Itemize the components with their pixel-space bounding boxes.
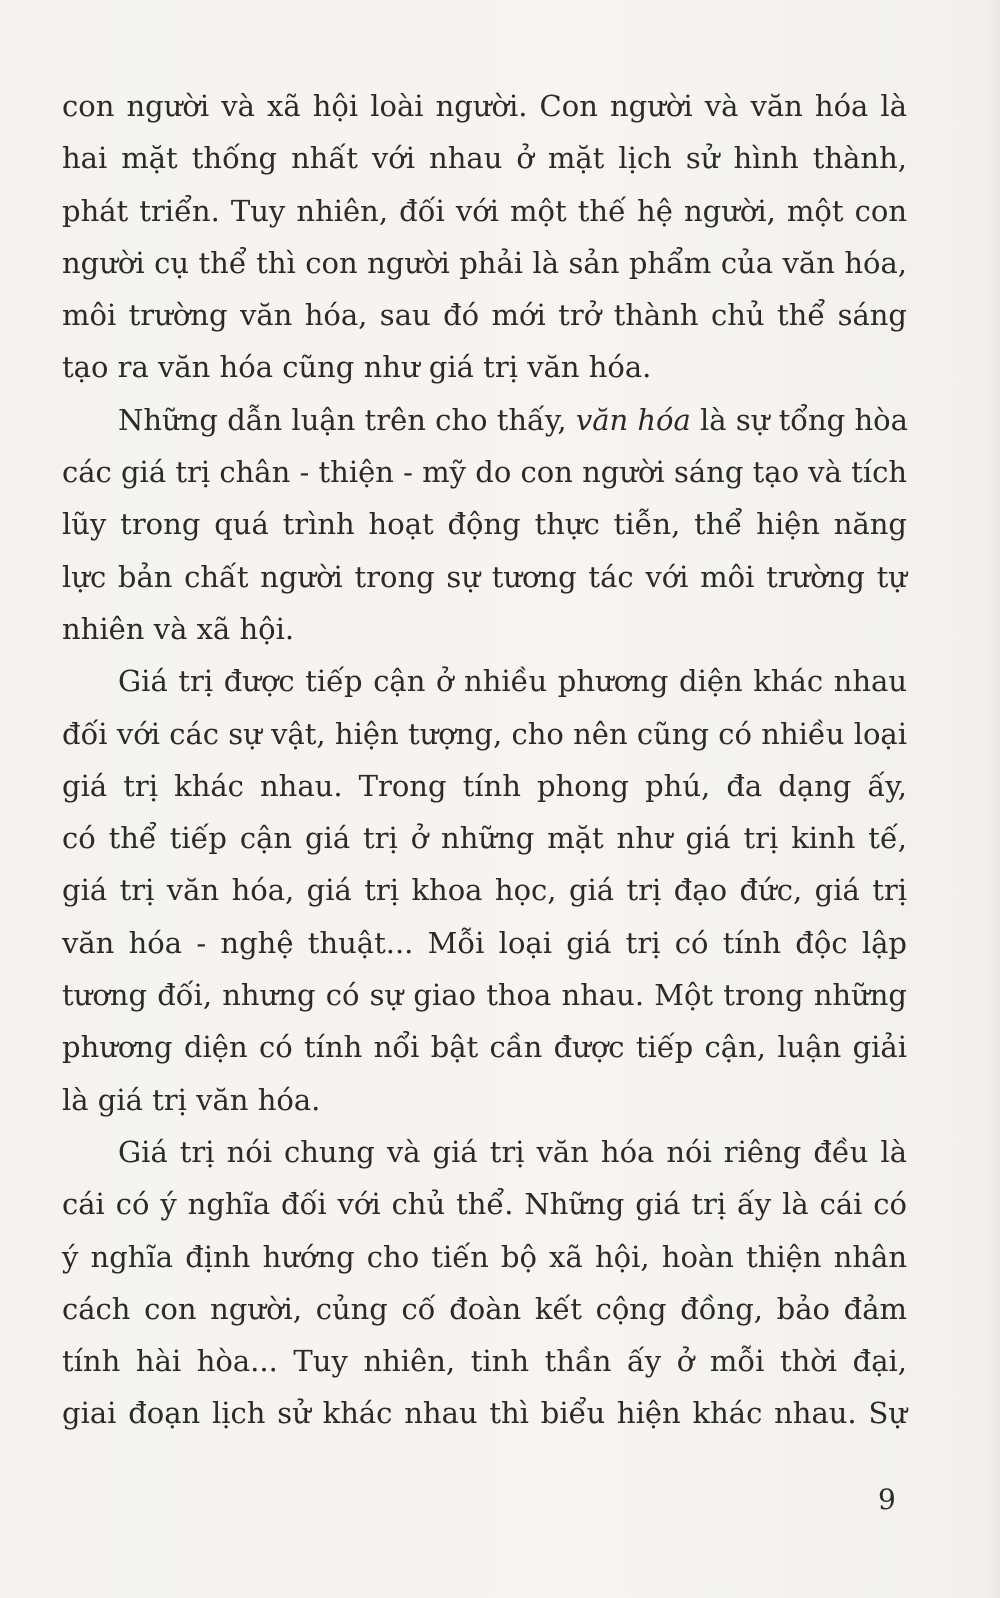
text-line: con người và xã hội loài người. Con người và văn hóa là	[62, 89, 907, 123]
paragraph-last-line: nhiên và xã hội.	[62, 611, 295, 646]
text-line: môi trường văn hóa, sau đó mới trở thành chủ thể sáng	[62, 298, 907, 333]
page-number: 9	[878, 1483, 896, 1516]
text-line: ý nghĩa định hướng cho tiến bộ xã hội, hoàn thiện nhân	[62, 1239, 907, 1274]
paragraph-first-line	[62, 394, 907, 446]
text-line: lực bản chất người trong sự tương tác với môi trường tự	[62, 559, 907, 594]
text-line: các giá trị chân - thiện - mỹ do con người sáng tạo và tích	[62, 455, 907, 490]
text-line: cái có ý nghĩa đối với chủ thể. Những giá trị ấy là cái có	[62, 1187, 907, 1222]
text-segment: Những dẫn luận trên cho thấy,	[118, 402, 576, 437]
text-line: hai mặt thống nhất với nhau ở mặt lịch sử hình thành,	[62, 141, 907, 176]
text-line: phương diện có tính nổi bật cần được tiếp cận, luận giải	[62, 1030, 907, 1065]
text-line: đối với các sự vật, hiện tượng, cho nên cũng có nhiều loại	[62, 716, 907, 751]
paragraph-first-line: Giá trị nói chung và giá trị văn hóa nói riêng đều là	[118, 1134, 907, 1169]
text-line: tương đối, nhưng có sự giao thoa nhau. Một trong những	[62, 978, 907, 1013]
text-line: giá trị khác nhau. Trong tính phong phú, đa dạng ấy,	[62, 768, 907, 803]
paragraph-last-line: là giá trị văn hóa.	[62, 1082, 321, 1117]
text-line: có thể tiếp cận giá trị ở những mặt như giá trị kinh tế,	[62, 821, 907, 856]
text-segment: là sự tổng hòa	[690, 402, 908, 437]
paragraph-last-line: tạo ra văn hóa cũng như giá trị văn hóa.	[62, 350, 652, 385]
text-line: giá trị văn hóa, giá trị khoa học, giá trị đạo đức, giá trị	[62, 873, 907, 908]
text-line: văn hóa - nghệ thuật... Mỗi loại giá trị có tính độc lập	[62, 925, 907, 960]
text-line: cách con người, củng cố đoàn kết cộng đồng, bảo đảm	[62, 1291, 907, 1326]
page-edge-shadow	[982, 0, 1000, 1598]
body-text	[62, 80, 907, 1440]
text-line: tính hài hòa... Tuy nhiên, tinh thần ấy ở mỗi thời đại,	[62, 1344, 907, 1379]
text-line: phát triển. Tuy nhiên, đối với một thế hệ người, một con	[62, 193, 907, 228]
text-line: lũy trong quá trình hoạt động thực tiễn, thể hiện năng	[62, 507, 907, 542]
paragraph-first-line: Giá trị được tiếp cận ở nhiều phương diện khác nhau	[118, 664, 907, 699]
italic-term: văn hóa	[575, 402, 691, 437]
text-line: người cụ thể thì con người phải là sản phẩm của văn hóa,	[62, 245, 907, 280]
text-line: giai đoạn lịch sử khác nhau thì biểu hiện khác nhau. Sự	[62, 1396, 907, 1431]
